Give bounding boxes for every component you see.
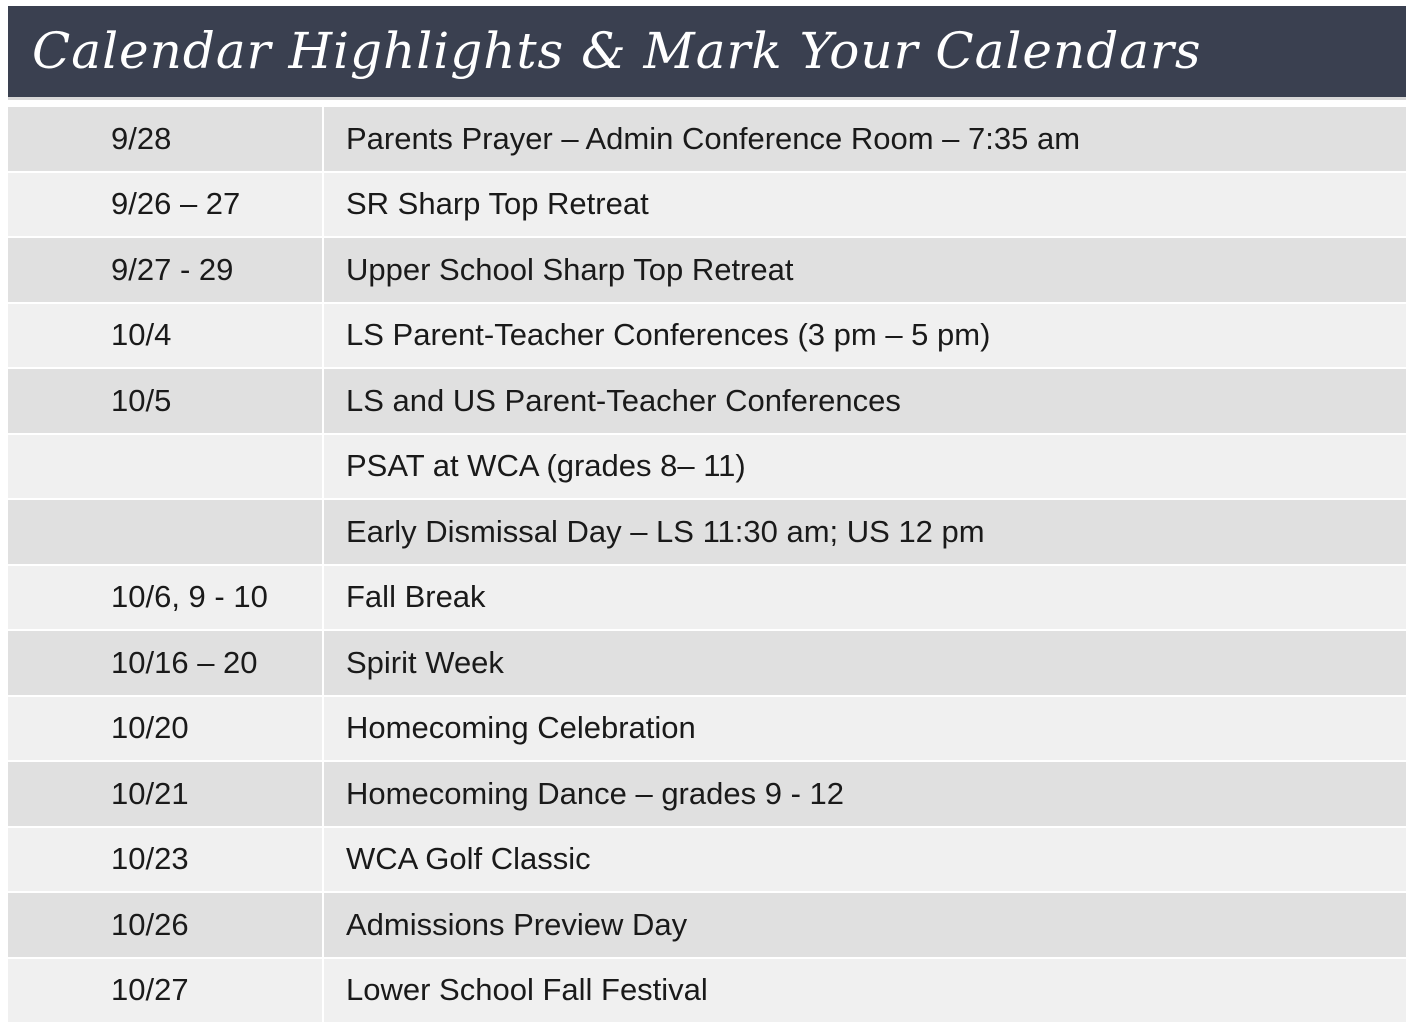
table-row [8, 959, 1406, 1023]
table-row [8, 828, 1406, 892]
event-cell: WCA Golf Classic [324, 828, 1406, 892]
table-row [8, 107, 1406, 171]
calendar-table [8, 107, 1406, 1024]
event-cell: SR Sharp Top Retreat [324, 173, 1406, 237]
event-cell: Homecoming Celebration [324, 697, 1406, 761]
date-cell: 10/26 [8, 893, 322, 957]
date-cell: 10/27 [8, 959, 322, 1023]
table-row [8, 304, 1406, 368]
date-cell: 10/21 [8, 762, 322, 826]
event-cell: Early Dismissal Day – LS 11:30 am; US 12 pm [324, 500, 1406, 564]
date-cell: 10/5 [8, 369, 322, 433]
date-cell: 9/27 - 29 [8, 238, 322, 302]
date-cell: 9/28 [8, 107, 322, 171]
event-cell: Admissions Preview Day [324, 893, 1406, 957]
event-cell: Upper School Sharp Top Retreat [324, 238, 1406, 302]
table-row [8, 893, 1406, 957]
table-row [8, 238, 1406, 302]
event-cell: PSAT at WCA (grades 8– 11) [324, 435, 1406, 499]
date-cell: 10/16 – 20 [8, 631, 322, 695]
date-cell [8, 500, 322, 564]
date-cell: 10/4 [8, 304, 322, 368]
date-cell: 10/23 [8, 828, 322, 892]
event-cell: Fall Break [324, 566, 1406, 630]
date-cell: 9/26 – 27 [8, 173, 322, 237]
table-row [8, 500, 1406, 564]
header-banner [8, 6, 1406, 100]
table-row [8, 369, 1406, 433]
table-row [8, 173, 1406, 237]
table-row [8, 435, 1406, 499]
event-cell: LS and US Parent-Teacher Conferences [324, 369, 1406, 433]
date-cell [8, 435, 322, 499]
event-cell: Homecoming Dance – grades 9 - 12 [324, 762, 1406, 826]
table-row [8, 697, 1406, 761]
table-row [8, 631, 1406, 695]
date-cell: 10/6, 9 - 10 [8, 566, 322, 630]
event-cell: Lower School Fall Festival [324, 959, 1406, 1023]
page-title: Calendar Highlights & Mark Your Calendars [32, 22, 1202, 80]
table-row [8, 762, 1406, 826]
event-cell: Spirit Week [324, 631, 1406, 695]
date-cell: 10/20 [8, 697, 322, 761]
event-cell: LS Parent-Teacher Conferences (3 pm – 5 pm) [324, 304, 1406, 368]
table-row [8, 566, 1406, 630]
event-cell: Parents Prayer – Admin Conference Room – 7:35 am [324, 107, 1406, 171]
